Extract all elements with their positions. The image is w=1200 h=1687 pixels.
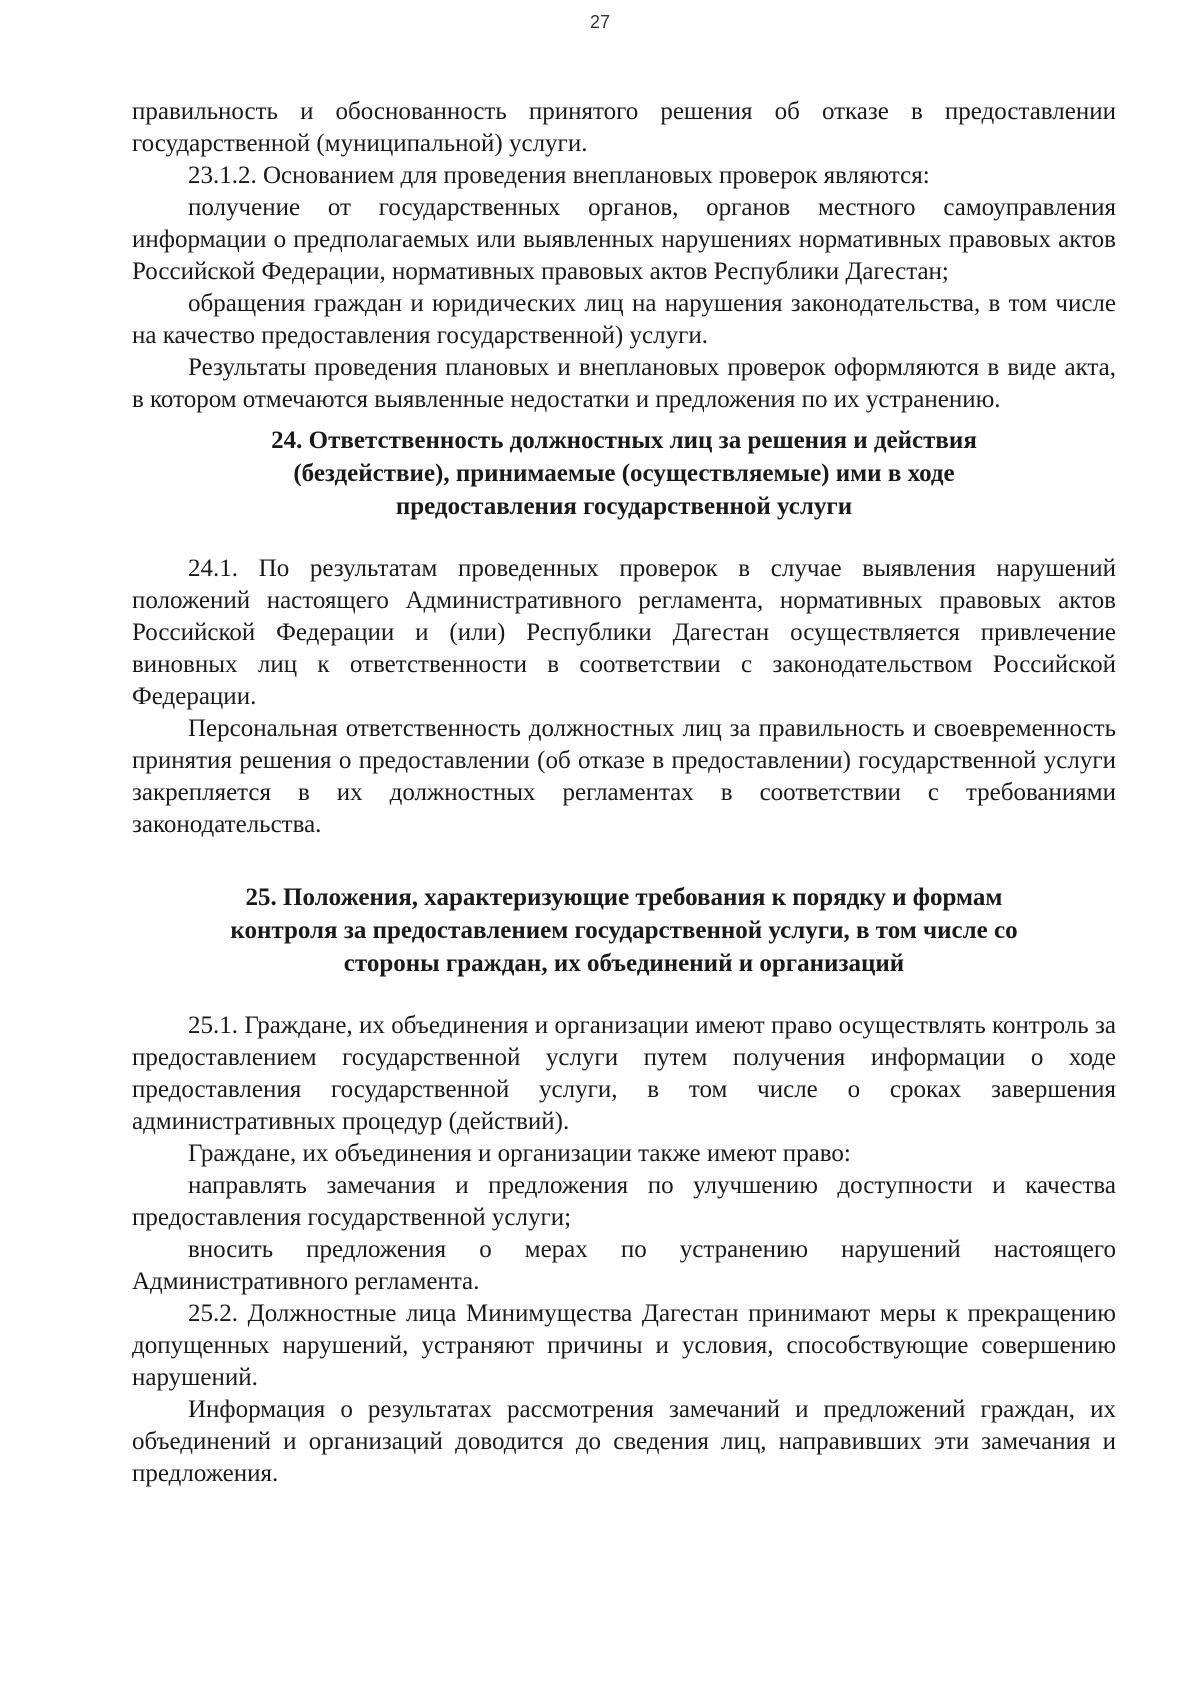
paragraph: обращения граждан и юридических лиц на нарушения законодательства, в том числе на качество предоставления государственной) услуги.: [132, 290, 1116, 349]
heading-line: предоставления государственной услуги: [395, 493, 853, 520]
heading-line: 24. Ответственность должностных лиц за решения и действия: [271, 427, 977, 454]
paragraph: направлять замечания и предложения по улучшению доступности и качества предоставления государственной услуги;: [132, 1172, 1116, 1231]
heading-line: (бездействие), принимаемые (осуществляемые) ими в ходе: [293, 460, 955, 487]
heading-line: контроля за предоставлением государственной услуги, в том числе со: [230, 917, 1018, 944]
paragraph: 25.1. Граждане, их объединения и организации имеют право осуществлять контроль за предоставлением государственной услуги путем получения информации о ходе предоставления государственной услуги, в том числе о сроках завершения административных процедур (действий).: [132, 1012, 1116, 1135]
section-24-heading: [132, 424, 1116, 523]
paragraph: 25.2. Должностные лица Минимущества Дагестан принимают меры к прекращению допущенных нарушений, устраняют причины и условия, способствующие совершению нарушений.: [132, 1300, 1116, 1391]
heading-line: 25. Положения, характеризующие требования к порядку и формам: [245, 884, 1003, 911]
paragraph: правильность и обоснованность принятого решения об отказе в предоставлении государственной (муниципальной) услуги.: [132, 98, 1116, 157]
paragraph: Персональная ответственность должностных лиц за правильность и своевременность принятия решения о предоставлении (об отказе в предоставлении) государственной услуги закрепляется в их должностных регламентах в соответствии с требованиями законодательства.: [132, 715, 1116, 838]
paragraph: 24.1. По результатам проведенных проверок в случае выявления нарушений положений настоящего Административного регламента, нормативных правовых актов Российской Федерации и (или) Республики Дагестан осуществляется привлечение виновных лиц к ответственности в соответствии с законодательством Российской Федерации.: [132, 555, 1116, 710]
paragraph: Информация о результатах рассмотрения замечаний и предложений граждан, их объединений и организаций доводится до сведения лиц, направивших эти замечания и предложения.: [132, 1396, 1116, 1487]
paragraph: получение от государственных органов, органов местного самоуправления информации о предполагаемых или выявленных нарушениях нормативных правовых актов Российской Федерации, нормативных правовых актов Республики Дагестан;: [132, 194, 1116, 285]
section-25-heading: [132, 881, 1116, 980]
paragraph: 23.1.2. Основанием для проведения внеплановых проверок являются:: [188, 162, 930, 189]
paragraph: Граждане, их объединения и организации также имеют право:: [188, 1140, 851, 1167]
paragraph: вносить предложения о мерах по устранению нарушений настоящего Административного регламента.: [132, 1236, 1116, 1295]
heading-line: стороны граждан, их объединений и организаций: [343, 950, 905, 977]
document-body: [132, 96, 1116, 1490]
paragraph: Результаты проведения плановых и внеплановых проверок оформляются в виде акта, в котором отмечаются выявленные недостатки и предложения по их устранению.: [132, 354, 1116, 413]
page-number: 27: [589, 12, 611, 32]
